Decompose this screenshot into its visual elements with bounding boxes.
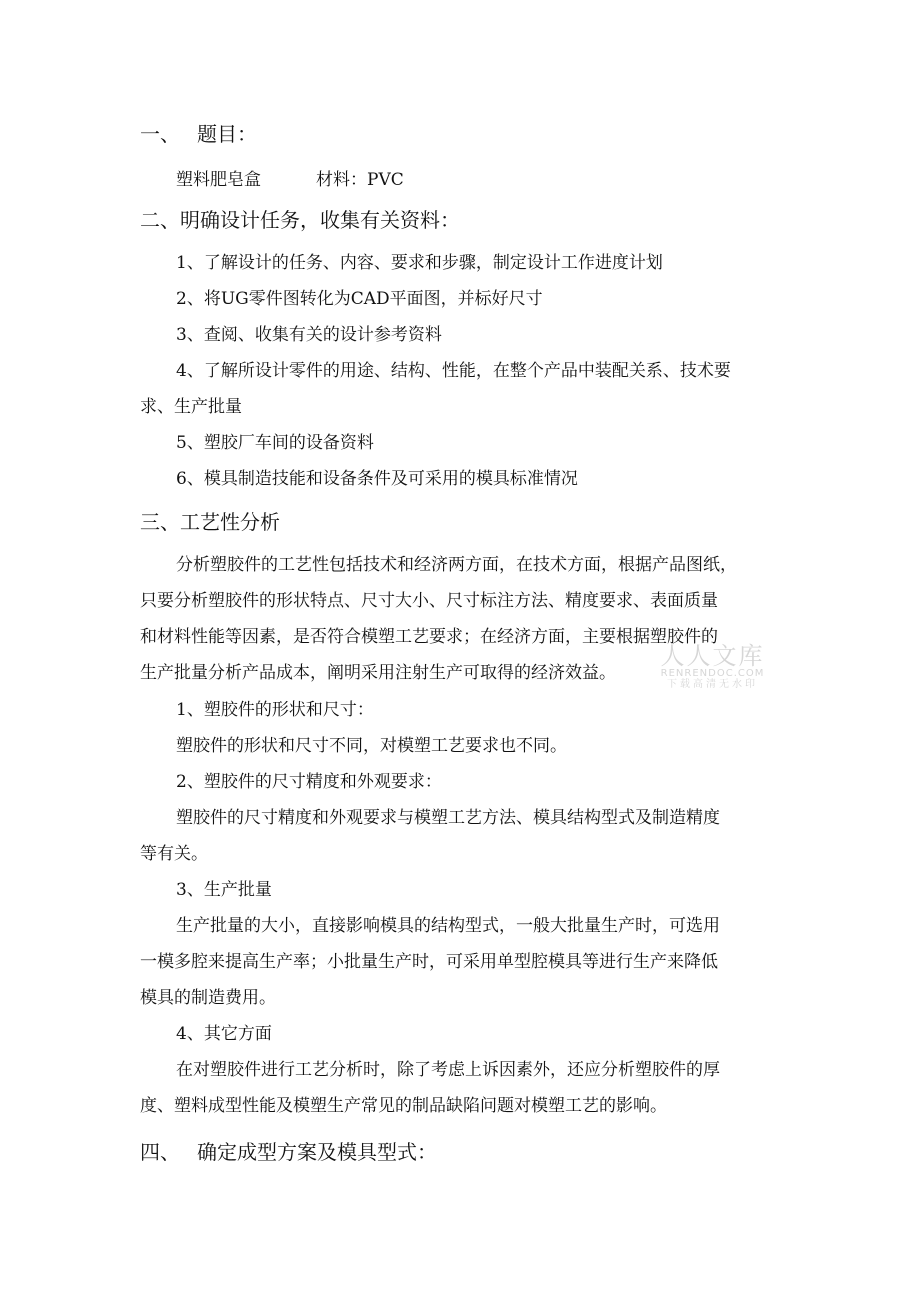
paragraph-line: 分析塑胶件的工艺性包括技术和经济两方面，在技术方面，根据产品图纸， — [176, 555, 737, 575]
paragraph-line: 度、塑料成型性能及模塑生产常见的制品缺陷问题对模塑工艺的影响。 — [140, 1096, 667, 1116]
product-name: 塑料肥皂盒 — [176, 170, 261, 190]
material-label: 材料：PVC — [316, 170, 404, 190]
paragraph-line: 和材料性能等因素，是否符合模塑工艺要求；在经济方面，主要根据塑胶件的 — [140, 627, 718, 647]
paragraph-line: 塑胶件的形状和尺寸不同，对模塑工艺要求也不同。 — [176, 736, 567, 756]
section-4-number: 四、 — [140, 1140, 180, 1164]
subsection-title: 4、其它方面 — [176, 1024, 272, 1044]
watermark — [650, 642, 775, 690]
paragraph-line: 只要分析塑胶件的形状特点、尺寸大小、尺寸标注方法、精度要求、表面质量 — [140, 591, 718, 611]
paragraph-line: 模具的制造费用。 — [140, 988, 276, 1008]
list-item: 5、塑胶厂车间的设备资料 — [176, 433, 374, 453]
list-item: 1、了解设计的任务、内容、要求和步骤，制定设计工作进度计划 — [176, 253, 663, 273]
watermark-domain: RENRENDOC.COM — [660, 668, 765, 679]
paragraph-line: 一模多腔来提高生产率；小批量生产时，可采用单型腔模具等进行生产来降低 — [140, 952, 718, 972]
section-2-heading: 二、明确设计任务，收集有关资料： — [140, 208, 460, 232]
section-4-title: 确定成型方案及模具型式： — [197, 1140, 437, 1164]
paragraph-line: 塑胶件的尺寸精度和外观要求与模塑工艺方法、模具结构型式及制造精度 — [176, 808, 720, 828]
list-item: 4、了解所设计零件的用途、结构、性能，在整个产品中装配关系、技术要 — [176, 361, 731, 381]
list-item: 6、模具制造技能和设备条件及可采用的模具标准情况 — [176, 469, 578, 489]
paragraph-line: 等有关。 — [140, 844, 208, 864]
section-3-heading: 三、工艺性分析 — [140, 510, 280, 534]
paragraph-line: 生产批量分析产品成本，阐明采用注射生产可取得的经济效益。 — [140, 663, 616, 683]
section-1-number: 一、 — [140, 122, 180, 146]
subsection-title: 3、生产批量 — [176, 880, 272, 900]
list-item: 2、将UG零件图转化为CAD平面图，并标好尺寸 — [176, 289, 543, 309]
watermark-tagline: 下载高清无水印 — [667, 679, 758, 690]
subsection-title: 1、塑胶件的形状和尺寸： — [176, 700, 374, 720]
paragraph-line: 生产批量的大小，直接影响模具的结构型式，一般大批量生产时，可选用 — [176, 916, 720, 936]
paragraph-line: 在对塑胶件进行工艺分析时，除了考虑上诉因素外，还应分析塑胶件的厚 — [176, 1060, 720, 1080]
list-item: 3、查阅、收集有关的设计参考资料 — [176, 325, 442, 345]
section-1-title: 题目： — [197, 122, 257, 146]
watermark-logo-text: 人人文库 — [660, 642, 765, 670]
subsection-title: 2、塑胶件的尺寸精度和外观要求： — [176, 772, 442, 792]
list-item-continuation: 求、生产批量 — [140, 397, 242, 417]
